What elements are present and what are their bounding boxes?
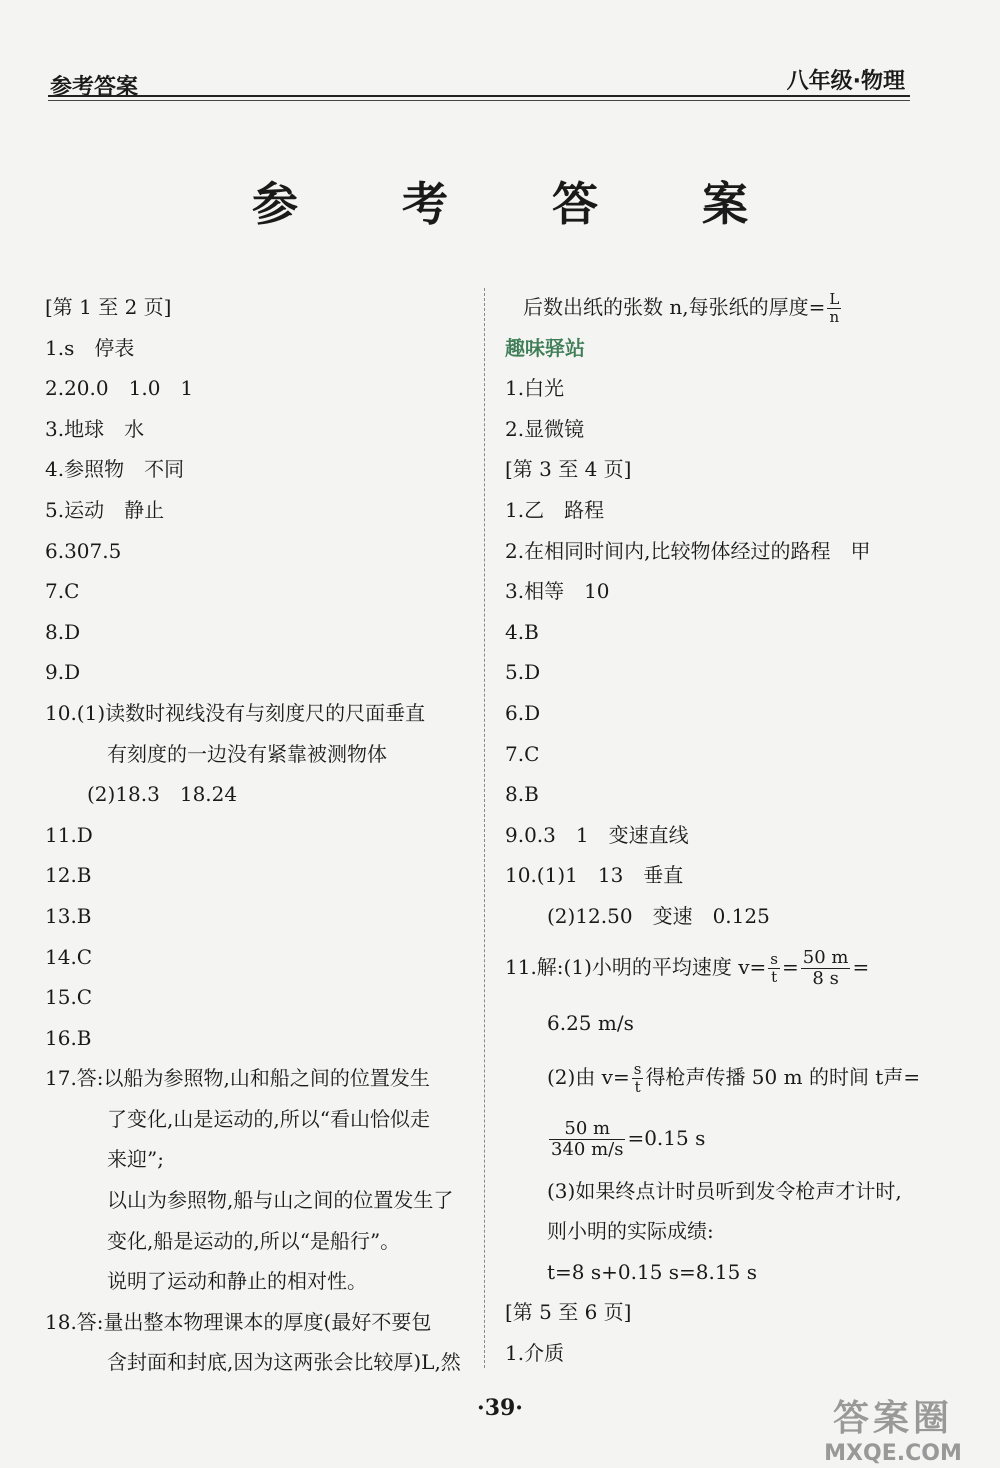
answer-line: 10.(1)读数时视线没有与刻度尺的尺面垂直 — [45, 700, 426, 725]
answer-line: (2)12.50 变速 0.125 — [547, 903, 770, 928]
answer-line: 了变化,山是运动的,所以“看山恰似走 — [107, 1106, 430, 1131]
answer-line — [505, 287, 945, 328]
fraction — [768, 951, 780, 986]
fraction-denominator: n — [829, 308, 840, 326]
watermark-url: MXQE.COM — [824, 1441, 962, 1466]
right-column — [505, 287, 945, 1373]
text: (2)由 v= — [547, 1064, 630, 1089]
section-heading: [第 1 至 2 页] — [45, 295, 172, 319]
answer-line: 12.B — [45, 863, 92, 888]
answer-line: 1.介质 — [505, 1340, 565, 1365]
answer-line: 则小明的实际成绩: — [547, 1219, 714, 1244]
answer-line: 4.B — [505, 619, 539, 644]
fraction-numerator: L — [829, 290, 840, 308]
fraction-denominator: t — [771, 967, 778, 986]
column-divider — [484, 288, 485, 1368]
text: 11.解:(1)小明的平均速度 v= — [505, 954, 767, 979]
fraction-numerator: 50 m — [549, 1119, 625, 1140]
left-column — [45, 287, 475, 1383]
page-number: ·39· — [477, 1395, 523, 1421]
section-heading: [第 5 至 6 页] — [505, 1300, 632, 1325]
watermark-logo — [808, 1390, 978, 1466]
answer-line: 含封面和封底,因为这两张会比较厚)L,然 — [107, 1350, 461, 1375]
text: =0.15 s — [627, 1125, 706, 1150]
text: 得枪声传播 50 m 的时间 t声= — [645, 1064, 921, 1089]
answer-line: 6.D — [505, 700, 541, 725]
answer-line — [505, 937, 945, 997]
answer-line: 2.显微镜 — [505, 416, 585, 441]
answer-line: 5.运动 静止 — [45, 497, 165, 522]
header-rule — [48, 95, 910, 97]
answer-line: 8.D — [45, 619, 81, 644]
fraction — [549, 1119, 625, 1160]
answer-line: (2)18.3 18.24 — [87, 782, 238, 807]
answer-line: 8.B — [505, 782, 539, 807]
answer-line: 3.地球 水 — [45, 416, 145, 441]
section-subheading: 趣味驿站 — [505, 335, 585, 360]
fraction-numerator: s — [770, 949, 778, 968]
answer-line: 16.B — [45, 1025, 92, 1050]
answer-line: 2.20.0 1.0 1 — [45, 376, 194, 401]
answer-line: (3)如果终点计时员听到发令枪声才计时, — [547, 1178, 902, 1203]
header-rule-thin — [48, 100, 910, 101]
text: = — [852, 954, 870, 979]
fraction — [632, 1061, 644, 1096]
watermark-text: 答案圈 — [832, 1398, 953, 1439]
answer-line: 9.0.3 1 变速直线 — [505, 822, 689, 847]
text: 后数出纸的张数 n,每张纸的厚度= — [523, 295, 826, 319]
answer-line: 13.B — [45, 903, 92, 928]
answer-line: 7.C — [505, 741, 540, 766]
answer-line: t=8 s+0.15 s=8.15 s — [547, 1259, 757, 1284]
answer-line: 4.参照物 不同 — [45, 457, 185, 482]
answer-line: 1.乙 路程 — [505, 497, 605, 522]
answer-line: 17.答:以船为参照物,山和船之间的位置发生 — [45, 1066, 430, 1091]
answer-line: 来迎”; — [107, 1147, 164, 1172]
answer-line: 以山为参照物,船与山之间的位置发生了 — [107, 1188, 454, 1213]
fraction-numerator: 50 m — [802, 946, 849, 968]
answer-line: 10.(1)1 13 垂直 — [505, 863, 684, 888]
answer-line: 3.相等 10 — [505, 579, 610, 604]
fraction-denominator: t — [634, 1077, 641, 1096]
fraction-denominator: 340 m/s — [551, 1138, 624, 1160]
answer-line: 18.答:量出整本物理课本的厚度(最好不要包 — [45, 1309, 432, 1334]
answer-line: 15.C — [45, 985, 93, 1010]
answer-line: 9.D — [45, 660, 81, 685]
page-title: 参 考 答 案 — [251, 177, 793, 231]
answer-line — [505, 1105, 945, 1171]
fraction — [801, 948, 851, 989]
text: = — [782, 954, 799, 979]
answer-line: 5.D — [505, 660, 541, 685]
answer-line: 有刻度的一边没有紧靠被测物体 — [107, 741, 387, 766]
fraction-numerator: s — [633, 1059, 642, 1078]
answer-line: 1.s 停表 — [45, 335, 135, 360]
answer-line: 1.白光 — [505, 376, 565, 401]
header-right: 八年级·物理 — [786, 69, 905, 94]
answer-line: 变化,船是运动的,所以“是船行”。 — [107, 1228, 401, 1253]
answer-line: 2.在相同时间内,比较物体经过的路程 甲 — [505, 538, 871, 563]
answer-line: 说明了运动和静止的相对性。 — [107, 1269, 367, 1294]
fraction — [827, 291, 841, 326]
answer-line: 14.C — [45, 944, 93, 969]
fraction-denominator: 8 s — [812, 967, 839, 989]
answer-line: 11.D — [45, 822, 93, 847]
answer-line: 6.307.5 — [45, 538, 122, 563]
section-heading: [第 3 至 4 页] — [505, 457, 632, 482]
answer-line: 7.C — [45, 579, 80, 604]
answer-line: 6.25 m/s — [547, 1010, 634, 1035]
header-left: 参考答案 — [50, 75, 139, 100]
answer-line — [505, 1049, 945, 1105]
